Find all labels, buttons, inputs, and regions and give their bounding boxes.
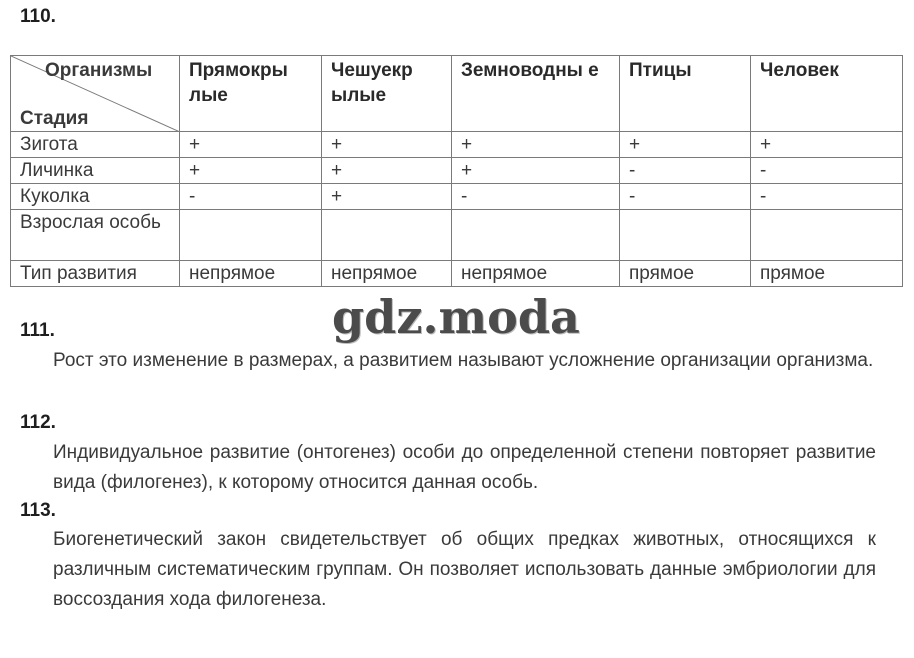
table-cell: непрямое xyxy=(180,261,322,287)
task-110-number: 110. xyxy=(20,6,56,27)
development-table xyxy=(10,55,903,287)
table-cell xyxy=(322,210,452,261)
task-111-text: Рост это изменение в размерах, а развитием называют усложнение организации организма. xyxy=(53,350,874,371)
row-label: Личинка xyxy=(11,158,180,184)
row-label: Тип развития xyxy=(11,261,180,287)
table-cell: - xyxy=(751,158,903,184)
corner-cell xyxy=(11,56,180,132)
watermark-logo: gdz.moda xyxy=(332,290,580,344)
table-cell: - xyxy=(452,184,620,210)
task-112-number: 112. xyxy=(20,412,56,433)
table-cell: - xyxy=(751,184,903,210)
table-cell: - xyxy=(620,158,751,184)
table-cell xyxy=(751,210,903,261)
table-cell: + xyxy=(180,158,322,184)
column-header: Человек xyxy=(751,56,903,132)
column-header: Земноводны е xyxy=(452,56,620,132)
table-row xyxy=(11,132,903,158)
table-header-row xyxy=(11,56,903,132)
table-row xyxy=(11,184,903,210)
task-113-number: 113. xyxy=(20,500,56,521)
table-cell: + xyxy=(322,132,452,158)
row-label: Куколка xyxy=(11,184,180,210)
table-cell xyxy=(620,210,751,261)
table-cell: + xyxy=(620,132,751,158)
table-cell xyxy=(452,210,620,261)
row-label: Зигота xyxy=(11,132,180,158)
table-cell xyxy=(180,210,322,261)
task-111-number: 111. xyxy=(20,320,55,341)
table-cell: + xyxy=(322,184,452,210)
table-cell: + xyxy=(751,132,903,158)
task-113-text: Биогенетический закон свидетельствует об общих предках животных, относящихся к различным систематическим группам. Он позволяет использовать данные эмбриологии для воссоздания хода филогенеза. xyxy=(53,529,876,610)
table-cell: - xyxy=(620,184,751,210)
table-cell: прямое xyxy=(751,261,903,287)
task-112-text: Индивидуальное развитие (онтогенез) особи до определенной степени повторяет развитие вида (филогенез), к которому относится данная особь. xyxy=(53,442,876,493)
corner-stage-label: Стадия xyxy=(20,108,89,129)
table-cell: + xyxy=(322,158,452,184)
table-cell: + xyxy=(452,132,620,158)
row-label: Взрослая особь xyxy=(11,210,180,261)
column-header: Птицы xyxy=(620,56,751,132)
table-row xyxy=(11,158,903,184)
column-header: Прямокры лые xyxy=(180,56,322,132)
corner-organisms-label: Организмы xyxy=(45,60,153,81)
table-cell: + xyxy=(452,158,620,184)
table-cell: - xyxy=(180,184,322,210)
table-cell: непрямое xyxy=(452,261,620,287)
table-cell: + xyxy=(180,132,322,158)
table-cell: непрямое xyxy=(322,261,452,287)
column-header: Чешуекр ылые xyxy=(322,56,452,132)
table-row xyxy=(11,261,903,287)
table-row xyxy=(11,210,903,261)
table-cell: прямое xyxy=(620,261,751,287)
